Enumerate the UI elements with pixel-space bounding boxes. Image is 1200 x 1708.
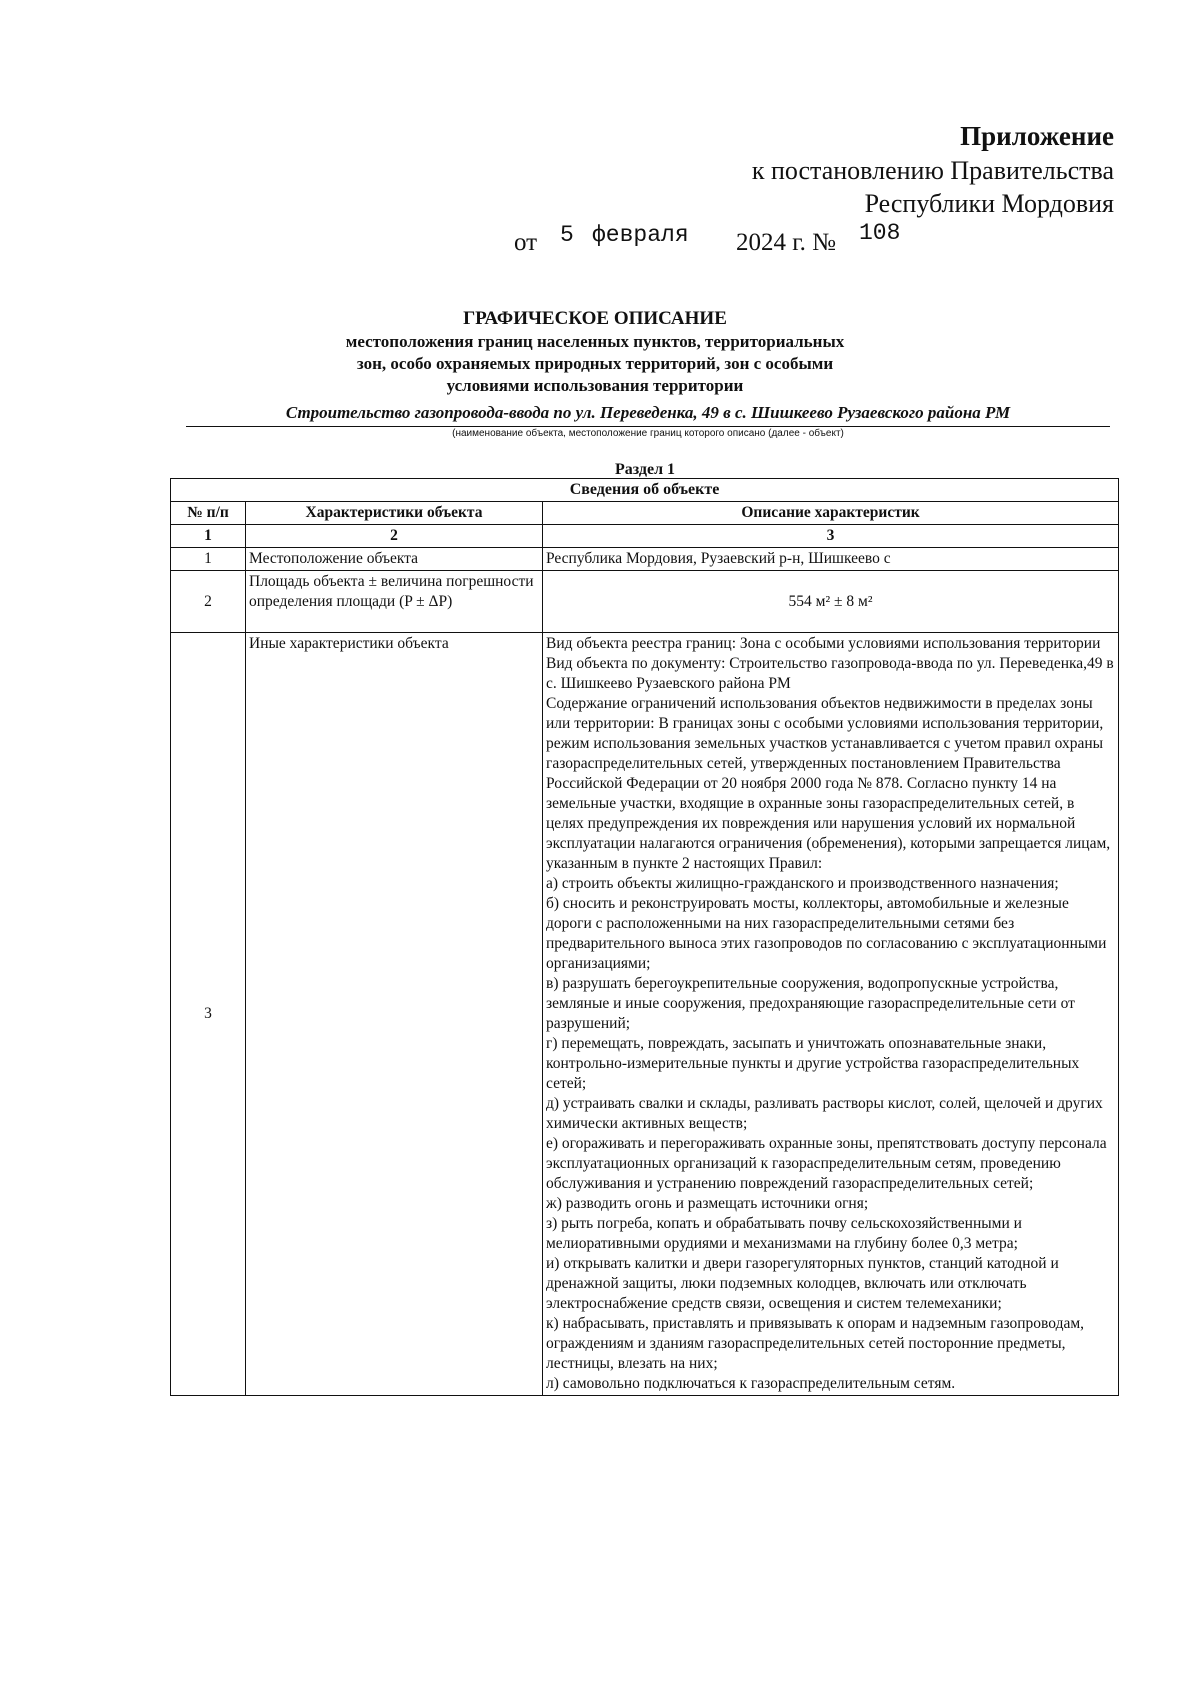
column-numbers-row	[171, 525, 1119, 548]
list-item: Вид объекта реестра границ: Зона с особыми условиями использования территории	[546, 635, 1101, 652]
list-item: г) перемещать, повреждать, засыпать и уничтожать опознавательные знаки, контрольно-измерительные пункты и другие устройства газораспределительных сетей;	[546, 1035, 1080, 1092]
date-year: 2024 г. №	[736, 229, 837, 256]
list-item: и) открывать калитки и двери газорегуляторных пунктов, станций катодной и дренажной защиты, люки подземных колодцев, включать или отключать электроснабжение средств связи, освещения и систем телемеханики;	[546, 1255, 1059, 1312]
appendix-title: Приложение	[960, 121, 1114, 151]
table-row	[171, 548, 1119, 571]
decree-number: 108	[859, 220, 901, 246]
list-item: Содержание ограничений использования объектов недвижимости в пределах зоны или территории: В границах зоны с особыми условиями использования территории, режим использования земельных участков устанавливается с учетом правил охраны газораспределительных сетей, утвержденных постановлением Правительства Российской Федерации от 20 ноября 2000 года № 878. Согласно пункту 14 на земельные участки, входящие в охранные зоны газораспределительных сетей, в целях предупреждения их повреждения или нарушения условий их нормальной эксплуатации налагаются ограничения (обременения), которыми запрещается лицам, указанным в пункте 2 настоящих Правил:	[546, 695, 1111, 872]
list-item: л) самовольно подключаться к газораспределительным сетям.	[546, 1375, 956, 1392]
row-value: Республика Мордовия, Рузаевский р-н, Шишкеево с	[543, 548, 1119, 571]
col-number-1: 1	[171, 525, 246, 548]
list-item: е) огораживать и перегораживать охранные зоны, препятствовать доступу персонала эксплуатационных организаций к газораспределительным сетям, проведению обслуживания и устранению повреждений газораспределительных сетей;	[546, 1135, 1107, 1192]
row-name: Иные характеристики объекта	[246, 633, 543, 1396]
row-name: Площадь объекта ± величина погрешности определения площади (P ± ΔP)	[246, 571, 543, 633]
title-main: ГРАФИЧЕСКОЕ ОПИСАНИЕ	[463, 308, 727, 329]
table-header-row	[171, 502, 1119, 525]
table-row	[171, 633, 1119, 1396]
from-label: от	[514, 229, 538, 256]
row-num: 2	[171, 571, 246, 633]
date-month: февраля	[592, 222, 689, 248]
row-num: 1	[171, 548, 246, 571]
header-description: Описание характеристик	[543, 502, 1119, 525]
row-name: Местоположение объекта	[246, 548, 543, 571]
header-characteristics: Характеристики объекта	[246, 502, 543, 525]
subtitle-line-1: местоположения границ населенных пунктов, территориальных	[345, 332, 845, 351]
subtitle-line-3: условиями использования территории	[446, 376, 744, 395]
section-title: Раздел 1	[614, 461, 676, 478]
appendix-block	[514, 118, 1114, 254]
col-number-2: 2	[246, 525, 543, 548]
date-day: 5	[560, 222, 574, 248]
table-caption-row	[171, 479, 1119, 502]
appendix-date-line	[514, 220, 1114, 254]
row-num: 3	[171, 633, 246, 1396]
list-item: Вид объекта по документу: Строительство газопровода-ввода по ул. Переведенка,49 в с. Шишкеево Рузаевского района РМ	[546, 655, 1114, 692]
list-item: ж) разводить огонь и размещать источники огня;	[546, 1195, 869, 1212]
list-item: к) набрасывать, приставлять и привязывать к опорам и надземным газопроводам, ограждениям и зданиям газораспределительных сетей посторонние предметы, лестницы, влезать на них;	[546, 1315, 1085, 1372]
subtitle-line-2: зон, особо охраняемых природных территорий, зон с особыми	[356, 354, 834, 373]
table-caption: Сведения об объекте	[171, 479, 1119, 502]
row-value: 554 м² ± 8 м²	[543, 571, 1119, 633]
list-item: а) строить объекты жилищно-гражданского и производственного назначения;	[546, 875, 1059, 892]
object-info-table	[170, 478, 1119, 1396]
list-item: з) рыть погреба, копать и обрабатывать почву сельскохозяйственными и мелиоративными орудиями и механизмами на глубину более 0,3 метра;	[546, 1215, 1022, 1252]
object-name: Строительство газопровода-ввода по ул. Переведенка, 49 в с. Шишкеево Рузаевского района РМ	[186, 402, 1110, 427]
appendix-line-1: к постановлению Правительства	[751, 156, 1114, 185]
row-value-list	[543, 633, 1119, 1396]
header-num: № п/п	[171, 502, 246, 525]
list-item: б) сносить и реконструировать мосты, коллекторы, автомобильные и железные дороги с расположенными на них газораспределительными сетями без предварительного выноса этих газопроводов по согласованию с эксплуатационными организациями;	[546, 895, 1107, 972]
appendix-line-2: Республики Мордовия	[864, 189, 1114, 218]
list-item: д) устраивать свалки и склады, разливать растворы кислот, солей, щелочей и других химически активных веществ;	[546, 1095, 1103, 1132]
list-item: в) разрушать берегоукрепительные сооружения, водопропускные устройства, земляные и иные сооружения, предохраняющие газораспределительные сети от разрушений;	[546, 975, 1075, 1032]
table-row	[171, 571, 1119, 633]
document-title	[180, 307, 1010, 397]
col-number-3: 3	[543, 525, 1119, 548]
object-caption: (наименование объекта, местоположение границ которого описано (далее - объект)	[452, 428, 844, 439]
